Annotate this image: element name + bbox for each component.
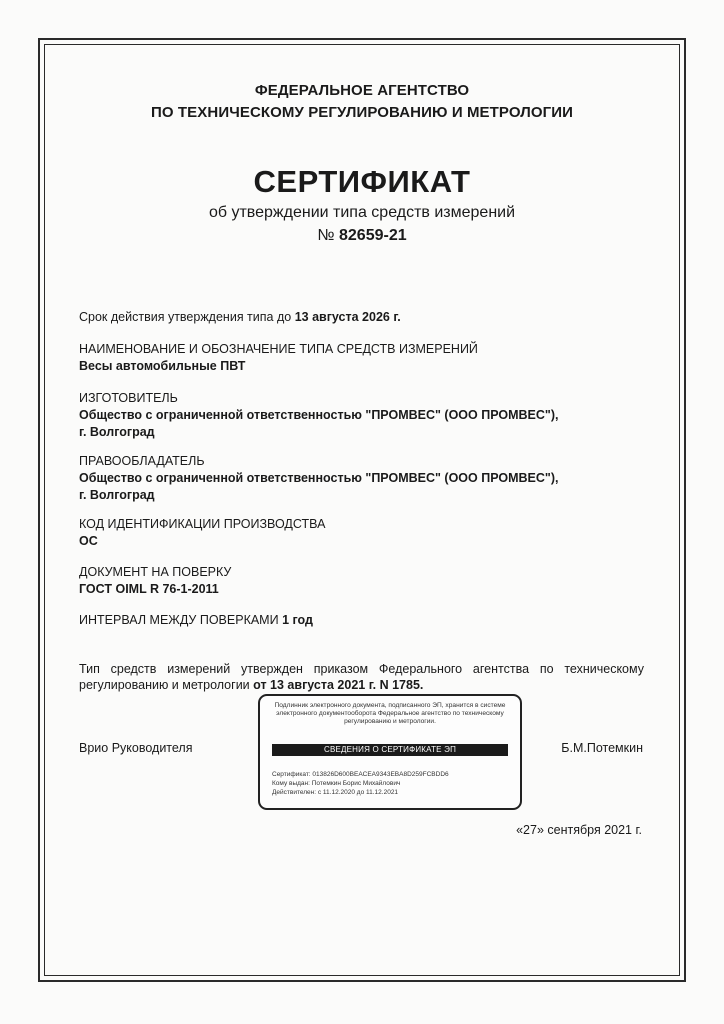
type-name-block bbox=[79, 341, 478, 375]
type-name-value: Весы автомобильные ПВТ bbox=[79, 359, 246, 373]
production-code-block bbox=[79, 516, 325, 550]
e-signature-issued-to: Кому выдан: Потемкин Борис Михайлович bbox=[272, 780, 401, 787]
verification-doc-value: ГОСТ OIML R 76-1-2011 bbox=[79, 582, 219, 596]
interval-value: 1 год bbox=[282, 613, 313, 627]
order-reference: от 13 августа 2021 г. N 1785. bbox=[253, 678, 424, 692]
agency-name-line2: ПО ТЕХНИЧЕСКОМУ РЕГУЛИРОВАНИЮ И МЕТРОЛОГИИ bbox=[151, 104, 573, 121]
signatory-name: Б.М.Потемкин bbox=[561, 741, 643, 755]
validity-line bbox=[79, 309, 401, 326]
type-name-heading: НАИМЕНОВАНИЕ И ОБОЗНАЧЕНИЕ ТИПА СРЕДСТВ ИЗМЕРЕНИЙ bbox=[79, 342, 478, 356]
approval-order-text bbox=[79, 661, 644, 693]
e-signature-certificate: Сертификат: 013826D600BEACEA9343EBA8D259FCBDD6 bbox=[272, 771, 449, 778]
manufacturer-line2: г. Волгоград bbox=[79, 425, 155, 439]
interval-line bbox=[79, 612, 313, 629]
certificate-title: СЕРТИФИКАТ bbox=[253, 164, 471, 199]
e-signature-intro: Подлинник электронного документа, подписанного ЭП, хранится в системе электронного документооборота Федеральное агентство по техническому регулированию и метрологии. bbox=[274, 702, 506, 725]
manufacturer-heading: ИЗГОТОВИТЕЛЬ bbox=[79, 391, 178, 405]
issue-date: «27» сентября 2021 г. bbox=[516, 823, 642, 837]
verification-doc-heading: ДОКУМЕНТ НА ПОВЕРКУ bbox=[79, 565, 232, 579]
number-sign: № bbox=[317, 227, 335, 244]
certificate-number bbox=[0, 227, 724, 245]
e-signature-valid: Действителен: с 11.12.2020 до 11.12.2021 bbox=[272, 789, 399, 796]
rights-holder-heading: ПРАВООБЛАДАТЕЛЬ bbox=[79, 454, 205, 468]
production-code-heading: КОД ИДЕНТИФИКАЦИИ ПРОИЗВОДСТВА bbox=[79, 517, 326, 531]
production-code-value: ОС bbox=[79, 534, 98, 548]
manufacturer-line1: Общество с ограниченной ответственностью "ПРОМВЕС" (ООО ПРОМВЕС"), bbox=[79, 408, 559, 422]
e-signature-fields bbox=[272, 770, 512, 797]
rights-holder-line1: Общество с ограниченной ответственностью "ПРОМВЕС" (ООО ПРОМВЕС"), bbox=[79, 471, 559, 485]
manufacturer-block bbox=[79, 390, 558, 441]
rights-holder-block bbox=[79, 453, 558, 504]
validity-date: 13 августа 2026 г. bbox=[294, 310, 401, 324]
rights-holder-line2: г. Волгоград bbox=[79, 488, 155, 502]
agency-name-line1: ФЕДЕРАЛЬНОЕ АГЕНТСТВО bbox=[254, 82, 470, 99]
order-text: Тип средств измерений утвержден приказом Федерального агентства по техническому регулированию и метрологии bbox=[79, 662, 644, 692]
certificate-subtitle: об утверждении типа средств измерений bbox=[208, 204, 516, 221]
e-signature-bar: СВЕДЕНИЯ О СЕРТИФИКАТЕ ЭП bbox=[272, 744, 508, 756]
validity-label: Срок действия утверждения типа до bbox=[79, 310, 292, 324]
certificate-number-value: 82659-21 bbox=[339, 227, 407, 244]
verification-doc-block bbox=[79, 564, 231, 598]
signatory-position: Врио Руководителя bbox=[79, 741, 193, 755]
interval-label: ИНТЕРВАЛ МЕЖДУ ПОВЕРКАМИ bbox=[79, 613, 279, 627]
e-signature-stamp bbox=[258, 694, 522, 810]
